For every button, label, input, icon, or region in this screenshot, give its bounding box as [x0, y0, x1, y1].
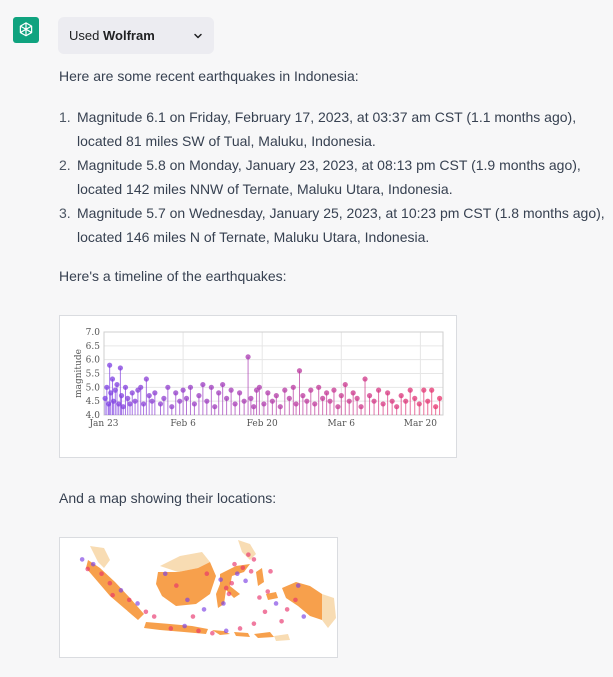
- data-point: [347, 399, 352, 404]
- quake-dot: [182, 624, 187, 629]
- data-point: [294, 401, 299, 406]
- quake-dot: [227, 592, 232, 597]
- quake-dot: [252, 621, 257, 626]
- land-philippines: [238, 540, 256, 560]
- data-point: [312, 401, 317, 406]
- data-point: [412, 396, 417, 401]
- quake-dot: [202, 607, 207, 612]
- quake-dot: [246, 552, 251, 557]
- data-point: [192, 401, 197, 406]
- data-point: [248, 396, 253, 401]
- data-point: [220, 382, 225, 387]
- data-point: [300, 393, 305, 398]
- data-point: [399, 393, 404, 398]
- quake-dot: [99, 571, 104, 576]
- y-tick-label: 6.5: [85, 341, 100, 352]
- quake-dot: [252, 557, 257, 562]
- data-point: [204, 399, 209, 404]
- data-point: [216, 390, 221, 395]
- data-point: [408, 388, 413, 393]
- y-tick-label: 6.0: [85, 355, 100, 366]
- data-point: [324, 390, 329, 395]
- quake-dot: [293, 598, 298, 603]
- data-point: [261, 401, 266, 406]
- data-point: [429, 388, 434, 393]
- data-point: [394, 404, 399, 409]
- data-point: [381, 401, 386, 406]
- timeline-chart-svg: [60, 316, 456, 457]
- quake-dot: [196, 629, 201, 634]
- quake-dot: [144, 609, 149, 614]
- quake-dot: [296, 583, 301, 588]
- quake-dot: [191, 614, 196, 619]
- earthquake-list: [59, 105, 609, 249]
- quake-dot: [285, 607, 290, 612]
- land-papua: [282, 582, 322, 620]
- y-tick-label: 4.0: [85, 411, 100, 421]
- data-point: [110, 376, 115, 381]
- data-point: [270, 399, 275, 404]
- data-point: [132, 399, 137, 404]
- data-point: [331, 388, 336, 393]
- quake-dot: [249, 569, 254, 574]
- data-point: [123, 385, 128, 390]
- data-point: [308, 388, 313, 393]
- quake-dot: [268, 569, 273, 574]
- land-nusa-tenggara: [212, 630, 274, 638]
- x-tick-label: Feb 20: [246, 419, 278, 429]
- land-sumatra: [86, 560, 144, 620]
- data-point: [181, 388, 186, 393]
- quake-dot: [218, 577, 223, 582]
- data-point: [149, 399, 154, 404]
- data-point: [104, 385, 109, 390]
- data-point: [343, 382, 348, 387]
- data-point: [114, 382, 119, 387]
- data-point: [196, 393, 201, 398]
- data-point: [358, 404, 363, 409]
- data-point: [245, 354, 250, 359]
- quake-dot: [210, 631, 215, 636]
- data-point: [304, 399, 309, 404]
- timeline-label: Here's a timeline of the earthquakes:: [59, 268, 287, 284]
- data-point: [147, 393, 152, 398]
- data-point: [327, 399, 332, 404]
- quake-dot: [85, 567, 90, 572]
- data-point: [237, 390, 242, 395]
- data-point: [209, 385, 214, 390]
- plugin-name: Wolfram: [102, 28, 155, 43]
- data-point: [351, 390, 356, 395]
- data-point: [257, 385, 262, 390]
- quake-dot: [205, 571, 210, 576]
- data-point: [232, 401, 237, 406]
- quake-dot: [127, 598, 132, 603]
- quake-dot: [174, 583, 179, 588]
- data-point: [316, 385, 321, 390]
- land-sulawesi: [216, 564, 250, 608]
- y-axis-label: magnitude: [74, 349, 84, 398]
- data-point: [437, 396, 442, 401]
- chatgpt-logo-icon: [13, 17, 39, 43]
- data-point: [118, 365, 123, 370]
- quake-dot: [241, 565, 246, 570]
- data-point: [282, 388, 287, 393]
- quake-dot: [279, 619, 284, 624]
- data-point: [184, 396, 189, 401]
- data-point: [291, 385, 296, 390]
- quake-dot: [243, 579, 248, 584]
- data-point: [107, 363, 112, 368]
- data-point: [362, 376, 367, 381]
- map-label: And a map showing their locations:: [59, 490, 277, 506]
- data-point: [130, 390, 135, 395]
- quake-dot: [263, 609, 268, 614]
- quake-dot: [110, 593, 115, 598]
- data-point: [417, 401, 422, 406]
- quake-dot: [221, 601, 226, 606]
- data-point: [421, 388, 426, 393]
- data-point: [173, 390, 178, 395]
- quake-dot: [224, 586, 229, 591]
- data-point: [152, 390, 157, 395]
- quake-dot: [91, 562, 96, 567]
- data-point: [141, 401, 146, 406]
- data-point: [158, 401, 163, 406]
- data-point: [144, 376, 149, 381]
- data-point: [297, 368, 302, 373]
- plugin-used-label: Used Wolfram: [69, 28, 155, 43]
- data-point: [177, 399, 182, 404]
- quake-dot: [185, 598, 190, 603]
- quake-dot: [235, 571, 240, 576]
- quake-dot: [80, 557, 85, 562]
- data-point: [212, 404, 217, 409]
- data-point: [169, 404, 174, 409]
- list-item: 1. Magnitude 6.1 on Friday, February 17, 2023, at 03:37 am CST (1.1 months ago), located 81 miles SW of Tual, Maluku, Indonesia.: [59, 109, 577, 149]
- data-point: [229, 388, 234, 393]
- quake-dot: [265, 589, 270, 594]
- map-land: [86, 540, 336, 641]
- data-point: [425, 399, 430, 404]
- indonesia-map-svg: [60, 538, 337, 657]
- data-point: [403, 399, 408, 404]
- earthquake-map[interactable]: [59, 537, 338, 658]
- quake-dot: [163, 571, 168, 576]
- data-point: [390, 399, 395, 404]
- quake-dot: [169, 626, 174, 631]
- data-point: [138, 385, 143, 390]
- data-point: [355, 396, 360, 401]
- data-point: [287, 396, 292, 401]
- data-point: [125, 396, 130, 401]
- data-point: [224, 396, 229, 401]
- y-tick-label: 7.0: [85, 328, 100, 338]
- data-point: [251, 404, 256, 409]
- quake-dot: [108, 581, 113, 586]
- land-png: [322, 594, 336, 628]
- list-item: 2. Magnitude 5.8 on Monday, January 23, 2023, at 08:13 pm CST (1.9 months ago), located 142 miles NNW of Ternate, Maluku Utara, Indonesia.: [59, 157, 581, 197]
- data-point: [320, 396, 325, 401]
- data-point: [161, 396, 166, 401]
- data-point: [200, 382, 205, 387]
- data-point: [335, 404, 340, 409]
- chevron-down-icon: [192, 30, 204, 42]
- quake-dot: [135, 601, 140, 606]
- x-tick-label: Mar 20: [403, 419, 438, 429]
- data-point: [371, 399, 376, 404]
- quake-dot: [257, 595, 262, 600]
- timeline-chart[interactable]: [59, 315, 457, 458]
- data-point: [339, 393, 344, 398]
- quake-dot: [274, 601, 279, 606]
- quake-dot: [229, 581, 234, 586]
- data-point: [274, 393, 279, 398]
- land-timor: [274, 634, 290, 641]
- y-tick-label: 4.5: [85, 397, 100, 408]
- data-point: [433, 404, 438, 409]
- list-item: 3. Magnitude 5.7 on Wednesday, January 25, 2023, at 10:23 pm CST (1.8 months ago), located 146 miles N of Ternate, Maluku Utara, Indonesia.: [59, 205, 605, 245]
- data-point: [376, 388, 381, 393]
- quake-dot: [301, 614, 306, 619]
- land-maluku: [256, 568, 278, 600]
- quake-dot: [152, 614, 157, 619]
- x-tick-label: Mar 6: [327, 419, 356, 429]
- y-tick-label: 5.0: [85, 383, 100, 394]
- data-point: [165, 385, 170, 390]
- x-tick-label: Feb 6: [170, 419, 196, 429]
- plugin-used-toggle[interactable]: [58, 17, 214, 54]
- x-tick-label: Jan 23: [89, 419, 119, 429]
- data-point: [367, 393, 372, 398]
- data-point: [188, 385, 193, 390]
- data-point: [119, 393, 124, 398]
- quake-dot: [119, 588, 124, 593]
- data-point: [242, 399, 247, 404]
- quake-dot: [224, 629, 229, 634]
- data-point: [278, 404, 283, 409]
- data-point: [385, 390, 390, 395]
- quake-dot: [232, 562, 237, 567]
- quake-dot: [238, 626, 243, 631]
- y-tick-label: 5.5: [85, 369, 100, 380]
- data-point: [265, 390, 270, 395]
- intro-text: Here are some recent earthquakes in Indonesia:: [59, 68, 359, 84]
